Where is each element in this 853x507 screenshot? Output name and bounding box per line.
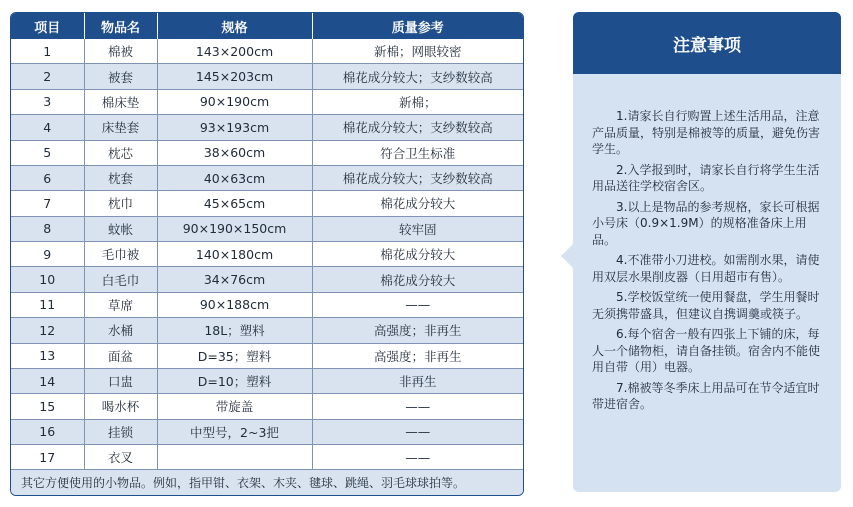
cell-quality: 棉花成分较大	[312, 242, 523, 267]
cell-spec: 143×200cm	[157, 39, 312, 64]
notice-body	[592, 108, 823, 417]
cell-quality: 符合卫生标准	[312, 140, 523, 165]
table-row	[11, 64, 523, 89]
cell-spec: D=35；塑料	[157, 343, 312, 368]
cell-no: 17	[11, 445, 84, 470]
cell-spec: 145×203cm	[157, 64, 312, 89]
cell-no: 14	[11, 368, 84, 393]
table-row	[11, 318, 523, 343]
notice-item: 2.入学报到时，请家长自行将学生生活用品送往学校宿舍区。	[592, 162, 820, 193]
cell-quality: 新棉；	[312, 89, 523, 114]
table-row	[11, 140, 523, 165]
notice-item: 6.每个宿舍一般有四张上下铺的床，每人一个储物柜，请自备挂锁。宿舍内不能使用自带（用）电器。	[592, 327, 821, 374]
cell-quality: 新棉；网眼较密	[312, 39, 523, 64]
table-row	[11, 445, 523, 470]
cell-no: 12	[11, 318, 84, 343]
table-header-row	[11, 13, 523, 39]
cell-name: 白毛巾	[84, 267, 157, 292]
cell-no: 6	[11, 165, 84, 190]
cell-quality: 棉花成分较大	[312, 191, 523, 216]
cell-quality: 高强度；非再生	[312, 318, 523, 343]
cell-name: 毛巾被	[84, 242, 157, 267]
header-item-no: 项目	[11, 13, 84, 39]
cell-quality: ——	[312, 292, 523, 317]
cell-no: 2	[11, 64, 84, 89]
table-row	[11, 267, 523, 292]
cell-no: 15	[11, 394, 84, 419]
cell-no: 9	[11, 242, 84, 267]
cell-name: 床垫套	[84, 115, 157, 140]
cell-quality: 较牢固	[312, 216, 523, 241]
cell-quality: 非再生	[312, 368, 523, 393]
table-row	[11, 39, 523, 64]
supplies-table	[11, 13, 523, 495]
header-quality: 质量参考	[312, 13, 523, 39]
cell-quality: ——	[312, 445, 523, 470]
cell-no: 3	[11, 89, 84, 114]
cell-name: 蚊帐	[84, 216, 157, 241]
cell-spec: 40×63cm	[157, 165, 312, 190]
notice-pointer	[561, 244, 573, 268]
cell-quality: 棉花成分较大；支纱数较高	[312, 64, 523, 89]
notice-item: 4.不准带小刀进校。如需削水果，请使用双层水果削皮器（日用超市有售）。	[592, 253, 820, 284]
notice-panel	[573, 12, 841, 492]
cell-quality: 高强度；非再生	[312, 343, 523, 368]
table-row	[11, 368, 523, 393]
cell-name: 枕套	[84, 165, 157, 190]
table-row	[11, 191, 523, 216]
cell-spec	[157, 445, 312, 470]
footer-note: 其它方便使用的小物品。例如，指甲钳、衣架、木夹、毽球、跳绳、羽毛球球拍等。	[11, 470, 523, 495]
table-row	[11, 394, 523, 419]
supplies-table-container	[10, 12, 524, 496]
notice-title: 注意事项	[573, 12, 841, 74]
cell-quality: 棉花成分较大；支纱数较高	[312, 115, 523, 140]
cell-name: 枕芯	[84, 140, 157, 165]
cell-name: 口盅	[84, 368, 157, 393]
table-row	[11, 115, 523, 140]
table-row	[11, 343, 523, 368]
cell-spec: 38×60cm	[157, 140, 312, 165]
cell-spec: 93×193cm	[157, 115, 312, 140]
cell-quality: 棉花成分较大	[312, 267, 523, 292]
cell-no: 7	[11, 191, 84, 216]
cell-spec: 18L；塑料	[157, 318, 312, 343]
table-footer-row	[11, 470, 523, 495]
cell-quality: ——	[312, 419, 523, 444]
cell-name: 水桶	[84, 318, 157, 343]
table-body	[11, 39, 523, 495]
table-row	[11, 89, 523, 114]
cell-name: 枕巾	[84, 191, 157, 216]
cell-quality: 棉花成分较大；支纱数较高	[312, 165, 523, 190]
table-row	[11, 216, 523, 241]
cell-no: 13	[11, 343, 84, 368]
cell-name: 棉被	[84, 39, 157, 64]
cell-name: 挂锁	[84, 419, 157, 444]
cell-spec: 34×76cm	[157, 267, 312, 292]
cell-spec: 140×180cm	[157, 242, 312, 267]
cell-spec: D=10；塑料	[157, 368, 312, 393]
cell-no: 1	[11, 39, 84, 64]
cell-name: 草席	[84, 292, 157, 317]
cell-no: 16	[11, 419, 84, 444]
cell-name: 喝水杯	[84, 394, 157, 419]
cell-name: 面盆	[84, 343, 157, 368]
cell-name: 衣叉	[84, 445, 157, 470]
notice-item: 5.学校饭堂统一使用餐盘，学生用餐时无须携带盛具，但建议自携调羹或筷子。	[592, 290, 820, 321]
table-row	[11, 419, 523, 444]
notice-item: 1.请家长自行购置上述生活用品，注意产品质量，特别是棉被等的质量，避免伤害学生。	[592, 109, 821, 156]
notice-item: 3.以上是物品的参考规格，家长可根据小号床（0.9×1.9M）的规格准备床上用品。	[592, 199, 820, 247]
cell-no: 5	[11, 140, 84, 165]
cell-spec: 45×65cm	[157, 191, 312, 216]
header-item-name: 物品名	[84, 13, 157, 39]
table-row	[11, 292, 523, 317]
cell-spec: 90×188cm	[157, 292, 312, 317]
cell-spec: 90×190cm	[157, 89, 312, 114]
cell-spec: 带旋盖	[157, 394, 312, 419]
table-row	[11, 242, 523, 267]
cell-spec: 中型号，2~3把	[157, 419, 312, 444]
cell-name: 被套	[84, 64, 157, 89]
cell-no: 4	[11, 115, 84, 140]
cell-name: 棉床垫	[84, 89, 157, 114]
cell-quality: ——	[312, 394, 523, 419]
cell-no: 8	[11, 216, 84, 241]
cell-spec: 90×190×150cm	[157, 216, 312, 241]
cell-no: 11	[11, 292, 84, 317]
header-spec: 规格	[157, 13, 312, 39]
cell-no: 10	[11, 267, 84, 292]
notice-item: 7.棉被等冬季床上用品可在节令适宜时带进宿舍。	[592, 380, 820, 411]
table-row	[11, 165, 523, 190]
